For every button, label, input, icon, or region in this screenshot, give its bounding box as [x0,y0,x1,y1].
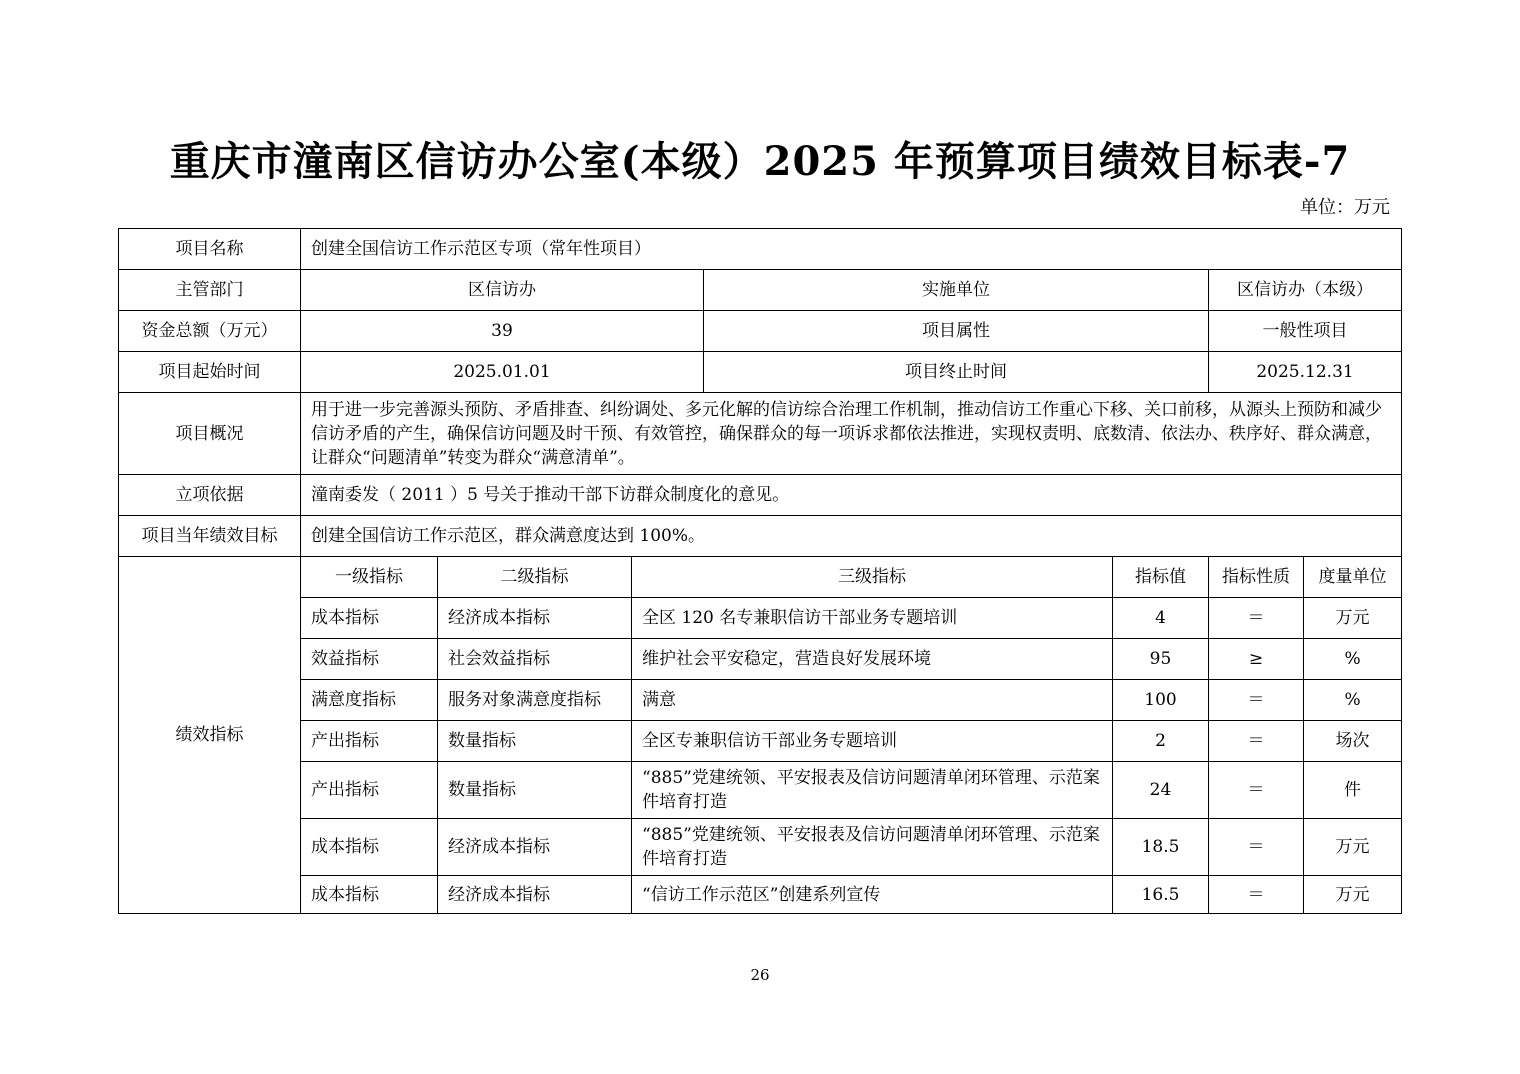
indicator-row [119,721,1402,762]
project-attribute-value: 一般性项目 [1209,311,1402,352]
header-unit: 度量单位 [1304,557,1402,598]
indicator-level3: 维护社会平安稳定，营造良好发展环境 [632,639,1113,680]
indicator-row [119,680,1402,721]
row-overview [119,393,1402,475]
indicator-nature: ＝ [1209,680,1304,721]
row-department [119,270,1402,311]
indicator-level1: 成本指标 [301,598,438,639]
department-label: 主管部门 [119,270,301,311]
project-name-label: 项目名称 [119,229,301,270]
indicator-value: 100 [1113,680,1209,721]
funds-value: 39 [301,311,704,352]
indicator-level3: 全区 120 名专兼职信访干部业务专题培训 [632,598,1113,639]
page-title: 重庆市潼南区信访办公室(本级）2025 年预算项目绩效目标表-7 [169,138,1351,185]
start-time-value: 2025.01.01 [301,352,704,393]
indicator-level3: “885”党建统领、平安报表及信访问题清单闭环管理、示范案件培育打造 [632,819,1113,876]
department-value: 区信访办 [301,270,704,311]
indicator-level3: “885”党建统领、平安报表及信访问题清单闭环管理、示范案件培育打造 [632,762,1113,819]
indicator-value: 2 [1113,721,1209,762]
row-funds [119,311,1402,352]
indicator-value: 18.5 [1113,819,1209,876]
row-basis [119,475,1402,516]
indicator-level1: 成本指标 [301,876,438,914]
indicator-row [119,639,1402,680]
start-time-label: 项目起始时间 [119,352,301,393]
indicator-level2: 数量指标 [438,721,632,762]
end-time-value: 2025.12.31 [1209,352,1402,393]
indicators-label: 绩效指标 [119,557,301,914]
indicator-level1: 产出指标 [301,721,438,762]
row-goal [119,516,1402,557]
indicator-row [119,598,1402,639]
indicator-level2: 经济成本指标 [438,598,632,639]
header-value: 指标值 [1113,557,1209,598]
indicator-level2: 经济成本指标 [438,819,632,876]
overview-value: 用于进一步完善源头预防、矛盾排查、纠纷调处、多元化解的信访综合治理工作机制，推动信访工作重心下移、关口前移，从源头上预防和减少信访矛盾的产生，确保信访问题及时干预、有效管控，确保群众的每一项诉求都依法推进，实现权责明、底数清、依法办、秩序好、群众满意，让群众“问题清单”转变为群众“满意清单”。 [301,393,1402,475]
indicator-unit: % [1304,680,1402,721]
indicator-nature: ＝ [1209,762,1304,819]
indicator-level1: 产出指标 [301,762,438,819]
row-time [119,352,1402,393]
basis-label: 立项依据 [119,475,301,516]
indicator-level1: 满意度指标 [301,680,438,721]
indicator-nature: ＝ [1209,876,1304,914]
implementing-unit-value: 区信访办（本级） [1209,270,1402,311]
indicator-level2: 社会效益指标 [438,639,632,680]
indicator-nature: ＝ [1209,819,1304,876]
indicator-value: 95 [1113,639,1209,680]
header-level2: 二级指标 [438,557,632,598]
basis-value: 潼南委发（ 2011 ）5 号关于推动干部下访群众制度化的意见。 [301,475,1402,516]
indicator-unit: 万元 [1304,598,1402,639]
indicator-unit: 件 [1304,762,1402,819]
indicator-nature: ＝ [1209,721,1304,762]
indicator-level1: 成本指标 [301,819,438,876]
page-number: 26 [750,966,770,984]
implementing-unit-label: 实施单位 [704,270,1209,311]
indicator-unit: 万元 [1304,876,1402,914]
indicator-level2: 服务对象满意度指标 [438,680,632,721]
project-attribute-label: 项目属性 [704,311,1209,352]
indicator-row [119,819,1402,876]
project-name-value: 创建全国信访工作示范区专项（常年性项目） [301,229,1402,270]
row-project-name [119,229,1402,270]
header-level1: 一级指标 [301,557,438,598]
indicator-level3: “信访工作示范区”创建系列宣传 [632,876,1113,914]
goal-value: 创建全国信访工作示范区，群众满意度达到 100%。 [301,516,1402,557]
unit-label: 单位：万元 [1300,197,1390,218]
header-nature: 指标性质 [1209,557,1304,598]
performance-table [118,228,1402,914]
indicator-nature: ＝ [1209,598,1304,639]
indicator-level2: 经济成本指标 [438,876,632,914]
indicator-value: 4 [1113,598,1209,639]
indicator-row [119,876,1402,914]
end-time-label: 项目终止时间 [704,352,1209,393]
indicator-unit: 万元 [1304,819,1402,876]
indicator-level1: 效益指标 [301,639,438,680]
indicator-level3: 全区专兼职信访干部业务专题培训 [632,721,1113,762]
funds-label: 资金总额（万元） [119,311,301,352]
indicator-value: 16.5 [1113,876,1209,914]
indicator-nature: ≥ [1209,639,1304,680]
goal-label: 项目当年绩效目标 [119,516,301,557]
indicator-value: 24 [1113,762,1209,819]
indicator-unit: 场次 [1304,721,1402,762]
indicator-header-row [119,557,1402,598]
overview-label: 项目概况 [119,393,301,475]
indicator-unit: % [1304,639,1402,680]
indicator-row [119,762,1402,819]
indicator-level3: 满意 [632,680,1113,721]
header-level3: 三级指标 [632,557,1113,598]
indicator-level2: 数量指标 [438,762,632,819]
